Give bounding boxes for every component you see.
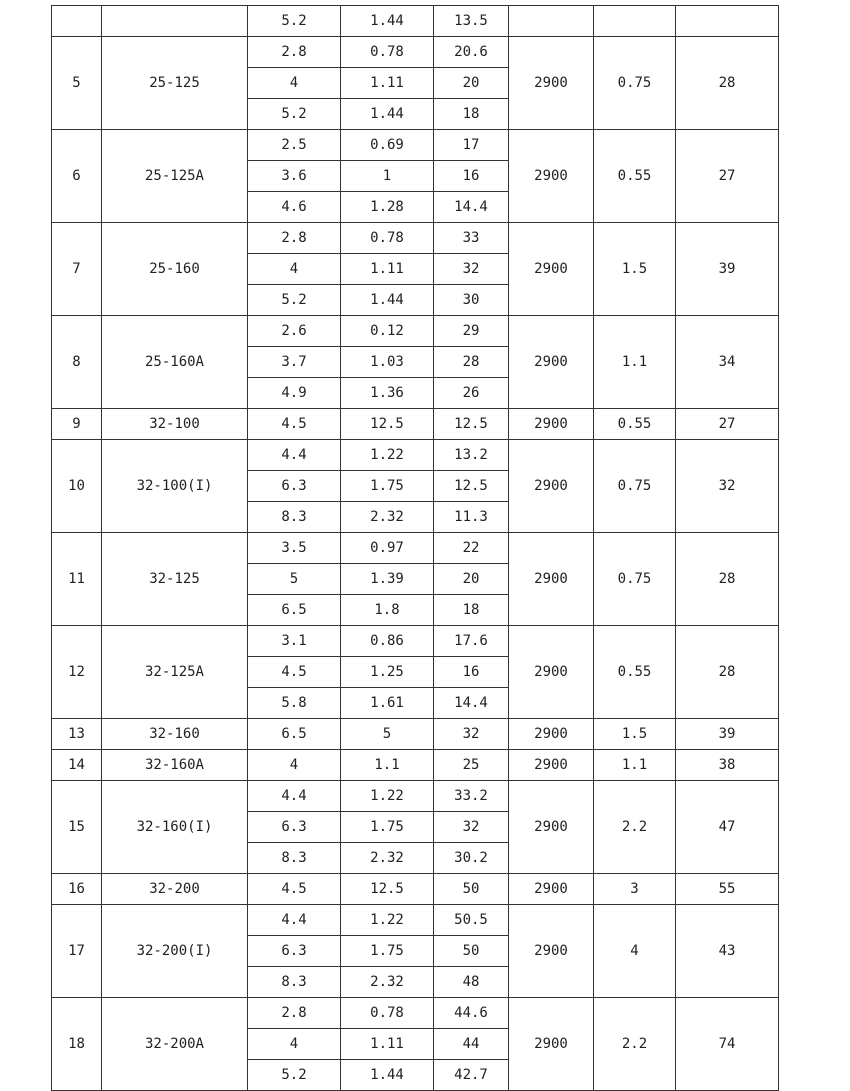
weight-cell: 38 [676,750,779,781]
head-cell: 20 [434,68,509,99]
model-cell: 32-125A [102,626,248,719]
model-cell: 32-160 [102,719,248,750]
flow-m3h-cell: 2.8 [248,998,341,1029]
head-cell: 32 [434,812,509,843]
head-cell: 20 [434,564,509,595]
flow-m3h-cell: 2.6 [248,316,341,347]
flow-ls-cell: 12.5 [341,409,434,440]
head-cell: 30.2 [434,843,509,874]
flow-m3h-cell: 5 [248,564,341,595]
flow-m3h-cell: 3.1 [248,626,341,657]
speed-cell: 2900 [509,905,594,998]
speed-cell: 2900 [509,750,594,781]
weight-cell [676,6,779,37]
flow-ls-cell: 0.78 [341,998,434,1029]
serial-number-cell: 5 [52,37,102,130]
head-cell: 20.6 [434,37,509,68]
flow-ls-cell: 1.03 [341,347,434,378]
weight-cell: 34 [676,316,779,409]
flow-m3h-cell: 4.4 [248,905,341,936]
head-cell: 16 [434,657,509,688]
head-cell: 14.4 [434,192,509,223]
flow-m3h-cell: 6.3 [248,812,341,843]
flow-ls-cell: 1.22 [341,440,434,471]
flow-ls-cell: 1.75 [341,471,434,502]
flow-m3h-cell: 3.7 [248,347,341,378]
serial-number-cell: 14 [52,750,102,781]
speed-cell: 2900 [509,626,594,719]
serial-number-cell: 7 [52,223,102,316]
flow-m3h-cell: 4 [248,68,341,99]
head-cell: 50 [434,874,509,905]
table-row [52,719,779,750]
power-cell: 0.75 [594,533,676,626]
flow-ls-cell: 0.97 [341,533,434,564]
power-cell: 0.55 [594,409,676,440]
table-row [52,626,779,657]
flow-ls-cell: 1.25 [341,657,434,688]
table-row [52,37,779,68]
speed-cell: 2900 [509,781,594,874]
head-cell: 50.5 [434,905,509,936]
flow-m3h-cell: 4 [248,1029,341,1060]
head-cell: 25 [434,750,509,781]
model-cell: 25-125A [102,130,248,223]
head-cell: 32 [434,719,509,750]
head-cell: 12.5 [434,409,509,440]
model-cell: 25-160 [102,223,248,316]
head-cell: 28 [434,347,509,378]
flow-m3h-cell: 5.2 [248,1060,341,1091]
flow-ls-cell: 1.75 [341,812,434,843]
pump-spec-table [51,5,779,1091]
flow-ls-cell: 0.69 [341,130,434,161]
flow-ls-cell: 1.22 [341,781,434,812]
serial-number-cell: 12 [52,626,102,719]
weight-cell: 43 [676,905,779,998]
power-cell: 2.2 [594,998,676,1091]
weight-cell: 28 [676,37,779,130]
weight-cell: 39 [676,223,779,316]
head-cell: 17 [434,130,509,161]
power-cell [594,6,676,37]
flow-ls-cell: 0.86 [341,626,434,657]
flow-m3h-cell: 5.2 [248,285,341,316]
speed-cell [509,6,594,37]
speed-cell: 2900 [509,130,594,223]
flow-m3h-cell: 6.3 [248,471,341,502]
model-cell: 32-200 [102,874,248,905]
table-row [52,130,779,161]
serial-number-cell: 17 [52,905,102,998]
flow-ls-cell: 1.1 [341,750,434,781]
flow-ls-cell: 1.75 [341,936,434,967]
power-cell: 1.1 [594,316,676,409]
flow-m3h-cell: 8.3 [248,967,341,998]
flow-ls-cell: 1.44 [341,6,434,37]
head-cell: 33 [434,223,509,254]
head-cell: 44.6 [434,998,509,1029]
flow-m3h-cell: 4.5 [248,874,341,905]
flow-m3h-cell: 6.3 [248,936,341,967]
flow-m3h-cell: 2.5 [248,130,341,161]
table-row [52,781,779,812]
head-cell: 42.7 [434,1060,509,1091]
weight-cell: 74 [676,998,779,1091]
flow-ls-cell: 1.39 [341,564,434,595]
flow-m3h-cell: 3.6 [248,161,341,192]
table-body [52,6,779,1091]
flow-m3h-cell: 4.5 [248,409,341,440]
flow-ls-cell: 1.44 [341,99,434,130]
flow-m3h-cell: 8.3 [248,502,341,533]
serial-number-cell: 15 [52,781,102,874]
head-cell: 33.2 [434,781,509,812]
table-row [52,905,779,936]
serial-number-cell: 11 [52,533,102,626]
speed-cell: 2900 [509,874,594,905]
speed-cell: 2900 [509,998,594,1091]
flow-m3h-cell: 4.5 [248,657,341,688]
flow-ls-cell: 1.61 [341,688,434,719]
speed-cell: 2900 [509,533,594,626]
serial-number-cell: 18 [52,998,102,1091]
head-cell: 14.4 [434,688,509,719]
flow-m3h-cell: 2.8 [248,223,341,254]
head-cell: 30 [434,285,509,316]
table-row [52,874,779,905]
serial-number-cell: 13 [52,719,102,750]
flow-ls-cell: 1.22 [341,905,434,936]
flow-m3h-cell: 6.5 [248,719,341,750]
flow-m3h-cell: 8.3 [248,843,341,874]
speed-cell: 2900 [509,223,594,316]
speed-cell: 2900 [509,409,594,440]
table-row [52,409,779,440]
flow-m3h-cell: 3.5 [248,533,341,564]
head-cell: 13.2 [434,440,509,471]
model-cell: 32-160(I) [102,781,248,874]
table-row [52,750,779,781]
head-cell: 26 [434,378,509,409]
weight-cell: 39 [676,719,779,750]
table-row [52,440,779,471]
flow-ls-cell: 2.32 [341,967,434,998]
head-cell: 17.6 [434,626,509,657]
power-cell: 0.75 [594,37,676,130]
power-cell: 0.55 [594,130,676,223]
power-cell: 1.5 [594,223,676,316]
serial-number-cell: 6 [52,130,102,223]
flow-ls-cell: 1 [341,161,434,192]
power-cell: 0.55 [594,626,676,719]
model-cell: 32-200A [102,998,248,1091]
table-row [52,533,779,564]
flow-m3h-cell: 4.4 [248,440,341,471]
flow-ls-cell: 1.28 [341,192,434,223]
model-cell: 32-100 [102,409,248,440]
flow-ls-cell: 12.5 [341,874,434,905]
weight-cell: 28 [676,533,779,626]
flow-ls-cell: 5 [341,719,434,750]
flow-ls-cell: 0.78 [341,223,434,254]
head-cell: 50 [434,936,509,967]
head-cell: 48 [434,967,509,998]
flow-ls-cell: 1.44 [341,1060,434,1091]
serial-number-cell: 9 [52,409,102,440]
serial-number-cell: 10 [52,440,102,533]
flow-m3h-cell: 6.5 [248,595,341,626]
flow-m3h-cell: 4.9 [248,378,341,409]
flow-ls-cell: 1.11 [341,1029,434,1060]
speed-cell: 2900 [509,316,594,409]
head-cell: 11.3 [434,502,509,533]
flow-m3h-cell: 4.6 [248,192,341,223]
flow-m3h-cell: 2.8 [248,37,341,68]
weight-cell: 32 [676,440,779,533]
head-cell: 18 [434,99,509,130]
power-cell: 2.2 [594,781,676,874]
model-cell: 32-125 [102,533,248,626]
flow-m3h-cell: 4 [248,254,341,285]
model-cell: 32-160A [102,750,248,781]
speed-cell: 2900 [509,440,594,533]
head-cell: 29 [434,316,509,347]
weight-cell: 47 [676,781,779,874]
power-cell: 1.1 [594,750,676,781]
flow-ls-cell: 1.8 [341,595,434,626]
flow-m3h-cell: 5.8 [248,688,341,719]
model-cell: 25-125 [102,37,248,130]
model-cell: 32-100(I) [102,440,248,533]
head-cell: 12.5 [434,471,509,502]
flow-ls-cell: 1.36 [341,378,434,409]
weight-cell: 28 [676,626,779,719]
flow-ls-cell: 1.11 [341,254,434,285]
power-cell: 1.5 [594,719,676,750]
flow-ls-cell: 1.11 [341,68,434,99]
head-cell: 32 [434,254,509,285]
table-row [52,6,779,37]
flow-m3h-cell: 4 [248,750,341,781]
flow-m3h-cell: 4.4 [248,781,341,812]
power-cell: 0.75 [594,440,676,533]
model-cell: 32-200(I) [102,905,248,998]
table-row [52,316,779,347]
table-row [52,998,779,1029]
flow-ls-cell: 2.32 [341,502,434,533]
serial-number-cell: 8 [52,316,102,409]
speed-cell: 2900 [509,719,594,750]
flow-m3h-cell: 5.2 [248,99,341,130]
power-cell: 3 [594,874,676,905]
head-cell: 16 [434,161,509,192]
speed-cell: 2900 [509,37,594,130]
flow-ls-cell: 0.12 [341,316,434,347]
head-cell: 22 [434,533,509,564]
weight-cell: 27 [676,409,779,440]
weight-cell: 27 [676,130,779,223]
flow-ls-cell: 1.44 [341,285,434,316]
flow-ls-cell: 0.78 [341,37,434,68]
head-cell: 13.5 [434,6,509,37]
flow-ls-cell: 2.32 [341,843,434,874]
model-cell: 25-160A [102,316,248,409]
power-cell: 4 [594,905,676,998]
table-row [52,223,779,254]
serial-number-cell [52,6,102,37]
serial-number-cell: 16 [52,874,102,905]
head-cell: 44 [434,1029,509,1060]
weight-cell: 55 [676,874,779,905]
flow-m3h-cell: 5.2 [248,6,341,37]
model-cell [102,6,248,37]
head-cell: 18 [434,595,509,626]
